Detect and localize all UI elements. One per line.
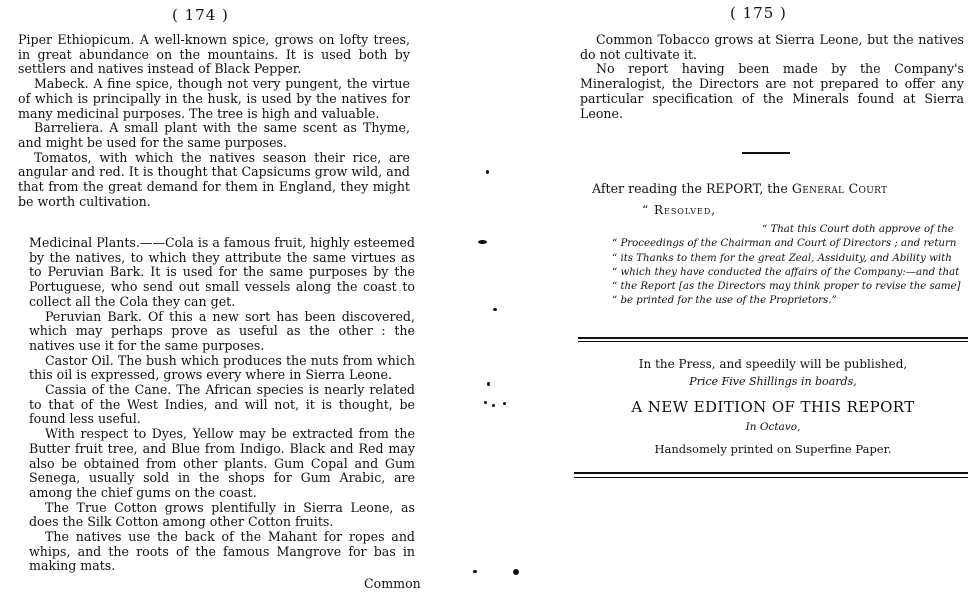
quote-line: “ which they have conducted the affairs of the Company:—and that xyxy=(612,266,960,278)
ad-price: Price Five Shillings in boards, xyxy=(689,375,857,388)
ink-speck xyxy=(486,170,489,174)
resolved-label: “ Resolved, xyxy=(642,203,717,217)
paragraph-medicinal-plants: Medicinal Plants.——Cola is a famous fruit, highly esteemed by the natives, to which they attribute the same virtues as to Peruvian Bark. It is used for the same purposes by the Portuguese, who send out small vessels along the coast to collect all the Cola they can get. xyxy=(29,235,415,309)
page-number-right: ( 175 ) xyxy=(730,4,787,22)
ink-speck xyxy=(484,401,487,404)
paragraph-peruvian-bark: Peruvian Bark. Of this a new sort has been discovered, which may perhaps prove as useful as the other : the natives use it for the same purposes. xyxy=(29,308,415,353)
paragraph-castor-oil: Castor Oil. The bush which produces the nuts from which this oil is expressed, grows every where in Sierra Leone. xyxy=(29,352,415,383)
paragraph-cassia: Cassia of the Cane. The African species is nearly related to that of the West Indies, and will not, it is thought, be found less useful. xyxy=(29,382,415,427)
quote-line: “ the Report [as the Directors may think proper to revise the same] xyxy=(612,281,961,293)
double-rule-top-thin xyxy=(578,341,968,342)
ad-title: A NEW EDITION OF THIS REPORT xyxy=(631,398,915,416)
general-court: General Court xyxy=(791,181,888,196)
resolution-quote xyxy=(612,223,964,309)
catchword: Common xyxy=(364,576,421,591)
paragraph-minerals: No report having been made by the Company's Mineralogist, the Directors are not prepared to offer any particular specification of the Minerals found at Sierra Leone. xyxy=(580,61,964,121)
double-rule-bottom xyxy=(574,472,968,474)
ink-speck xyxy=(473,570,477,573)
ink-speck xyxy=(493,308,497,311)
right-page xyxy=(570,0,980,603)
quote-line: “ be printed for the use of the Proprietors.” xyxy=(612,295,837,307)
ad-format: In Octavo, xyxy=(745,421,801,433)
paragraph-piper: Piper Ethiopicum. A well-known spice, grows on lofty trees, in great abundance on the mountains. It is used both by settlers and natives instead of Black Pepper. xyxy=(18,32,410,77)
left-page xyxy=(0,0,468,603)
quote-line: “ its Thanks to them for the great Zeal, Assiduity, and Ability with xyxy=(612,252,952,264)
left-text-block-medicinal xyxy=(29,236,415,574)
ink-speck xyxy=(492,404,495,407)
page-number-left: ( 174 ) xyxy=(172,6,229,24)
paragraph-cotton: The True Cotton grows plentifully in Sierra Leone, as does the Silk Cotton among other Cotton fruits. xyxy=(29,499,415,530)
ink-speck xyxy=(487,382,490,386)
paragraph-tomatos: Tomatos, with which the natives season their rice, are angular and red. It is thought that Capsicums grow wild, and that from the great demand for them in England, they might be worth cultivation. xyxy=(18,149,410,209)
paragraph-dyes: With respect to Dyes, Yellow may be extracted from the Butter fruit tree, and Blue from Indigo. Black and Red may also be obtained from other plants. Gum Copal and Gum Senega, usually sold in the shops for Gum Arabic, are among the chief gums on the coast. xyxy=(29,426,415,500)
resolution-heading xyxy=(592,181,972,196)
right-text-block xyxy=(580,33,964,121)
short-divider xyxy=(742,152,790,154)
ink-speck xyxy=(513,569,519,575)
double-rule-bottom-thin xyxy=(574,477,968,478)
double-rule-top xyxy=(578,337,968,339)
left-text-block-plants xyxy=(18,33,410,209)
paragraph-barreliera: Barreliera. A small plant with the same scent as Thyme, and might be used for the same purposes. xyxy=(18,120,410,150)
ad-in-the-press: In the Press, and speedily will be published, xyxy=(638,357,908,371)
paragraph-tobacco: Common Tobacco grows at Sierra Leone, but the natives do not cultivate it. xyxy=(580,32,964,62)
ink-speck xyxy=(503,402,506,405)
ink-speck xyxy=(478,240,487,244)
quote-line: “ Proceedings of the Chairman and Court of Directors ; and return xyxy=(612,238,957,250)
paragraph-mahant: The natives use the back of the Mahant for ropes and whips, and the roots of the famous Mangrove for bas in making mats. xyxy=(29,529,415,574)
quote-line: “ That this Court doth approve of the xyxy=(762,224,954,235)
paragraph-mabeck: Mabeck. A fine spice, though not very pungent, the virtue of which is principally in the husk, is used by the natives for many medicinal purposes. The tree is high and valuable. xyxy=(18,76,410,121)
resolution-intro: After reading the REPORT, the xyxy=(592,181,788,196)
ad-paper: Handsomely printed on Superfine Paper. xyxy=(654,442,892,456)
